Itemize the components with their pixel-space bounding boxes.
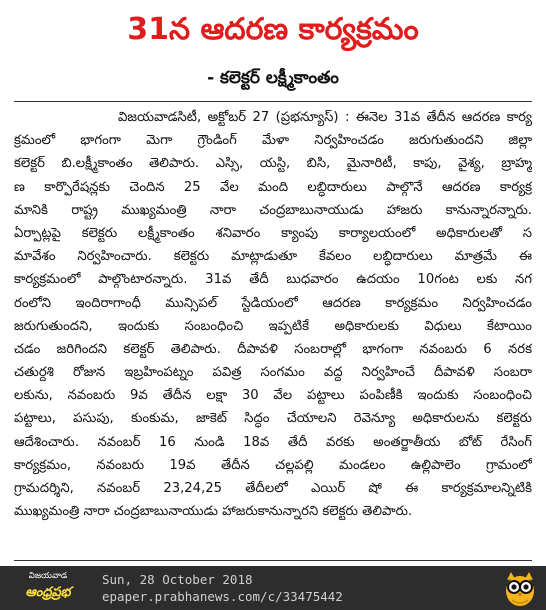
article-body-line: చతుర్దశి రోజున ఇబ్రహింపట్నం పవిత్ర సంగమం వద్ద నిర్వహించే దీపావళి సంబరా bbox=[14, 365, 532, 381]
article-body-line: ఆదేశించారు. నవంబర్ 16 నుండి 18వ తేదీ వరకు అంతర్జాతీయ బోట్ రేసింగ్ bbox=[14, 434, 532, 450]
article-body-line: జరుగుతుందని, ఇందుకు సంబంధించి ఇప్పటికే అధికారులకు విధులు కేటాయిం bbox=[14, 318, 532, 334]
epaper-link[interactable]: epaper.prabhanews.com/c/33475442 bbox=[102, 589, 343, 604]
owl-icon[interactable] bbox=[500, 568, 540, 608]
article-body-line: రంలోని ఇందిరాగాంధీ మున్సిపల్ స్టేడియంలో ఆదరణ కార్యక్రమం నిర్వహించడం bbox=[14, 295, 532, 311]
logo-edition: విజయవాడ bbox=[28, 571, 68, 581]
article-body-line: చడం జరిగిందని కలెక్టర్ తెలిపారు. దీపావళి సంబరాల్లో భాగంగా నవంబరు 6 నరక bbox=[14, 341, 532, 357]
article-headline: 31న ఆదరణ కార్యక్రమం bbox=[127, 12, 419, 47]
article-body-line: ణ కార్పొరేషన్లకు చెందిన 25 వేల మంది లబ్ధిదారులు పాల్గొనే ఆదరణ కార్యక్ర bbox=[14, 179, 532, 195]
article-body-line: కార్యక్రమం, నవంబరు 19వ తేదీన చల్లపల్లి మండలం ఉల్లిపాలెం గ్రామంలో bbox=[14, 457, 532, 473]
article-body-line: గ్రామదర్శిని, నవంబర్ 23,24,25 తేదీలలో ఎయిర్ షో ఈ కార్యక్రమాలన్నిటికి bbox=[14, 481, 532, 496]
newspaper-logo[interactable] bbox=[6, 570, 90, 606]
article-body-line: మావేశం నిర్వహించారు. కలెక్టరు మాట్లాడుతూ కేవలం లబ్ధిదారులు మాత్రమే ఈ bbox=[14, 249, 532, 265]
publish-date: Sun, 28 October 2018 bbox=[102, 572, 253, 587]
article-body bbox=[14, 106, 532, 523]
logo-title: ఆంధ్రప్రభ bbox=[25, 585, 71, 600]
article-body-line: లకును, నవంబరు 9వ తేదీన లక్షా 30 వేల పట్టాలు పంపిణీకి ఇందుకు సంబంధించి bbox=[14, 388, 532, 404]
article-body-line: కార్యక్రమంలో పాల్గొంటారన్నారు. 31వ తేదీ బుధవారం ఉదయం 10గంట లకు నగ bbox=[14, 272, 532, 288]
article-body-line: కలెక్టర్ బి.లక్ష్మీకాంతం తెలిపారు. ఎస్సి, యస్టి, బిసి, మైనారిటీ, కాపు, వైశ్య, బ్రాహ్మ bbox=[14, 156, 532, 172]
article-byline: - కలెక్టర్ లక్ష్మీకాంతం bbox=[207, 68, 339, 88]
top-divider bbox=[14, 101, 532, 102]
article-body-line: పట్టాలు, పసుపు, కుంకుమ, జాకెట్ సిద్ధం చేయాలని రెవెన్యూ అధికారులను కలెక్టరు bbox=[14, 411, 532, 427]
footer-bar bbox=[0, 566, 546, 610]
article-body-line: ముఖ్యమంత్రి నారా చంద్రబాబునాయుడు హాజరుకానున్నారని కలెక్టరు తెలిపారు. bbox=[14, 504, 413, 520]
article-body-line: క్రమంలో భాగంగా మెగా గ్రౌండింగ్ మేళా నిర్వహించడం జరుగుతుందని జిల్లా bbox=[14, 133, 532, 149]
article-body-line: విజయవాడసిటీ, అక్టోబర్ 27 (ప్రభన్యూస్) : ఈనెల 31వ తేదీన ఆదరణ కార్య bbox=[118, 110, 532, 125]
bottom-divider bbox=[14, 560, 532, 561]
article-body-line: మానికి రాష్ట్ర ముఖ్యమంత్రి నారా చంద్రబాబునాయుడు హాజరు కానున్నారన్నారు. bbox=[14, 202, 532, 218]
article-body-line: ఏర్పాట్లపై కలెక్టరు లక్ష్మీకాంతం శనివారం క్యాంపు కార్యాలయంలో అధికారులతో స bbox=[14, 225, 532, 241]
footer-info bbox=[102, 571, 343, 605]
